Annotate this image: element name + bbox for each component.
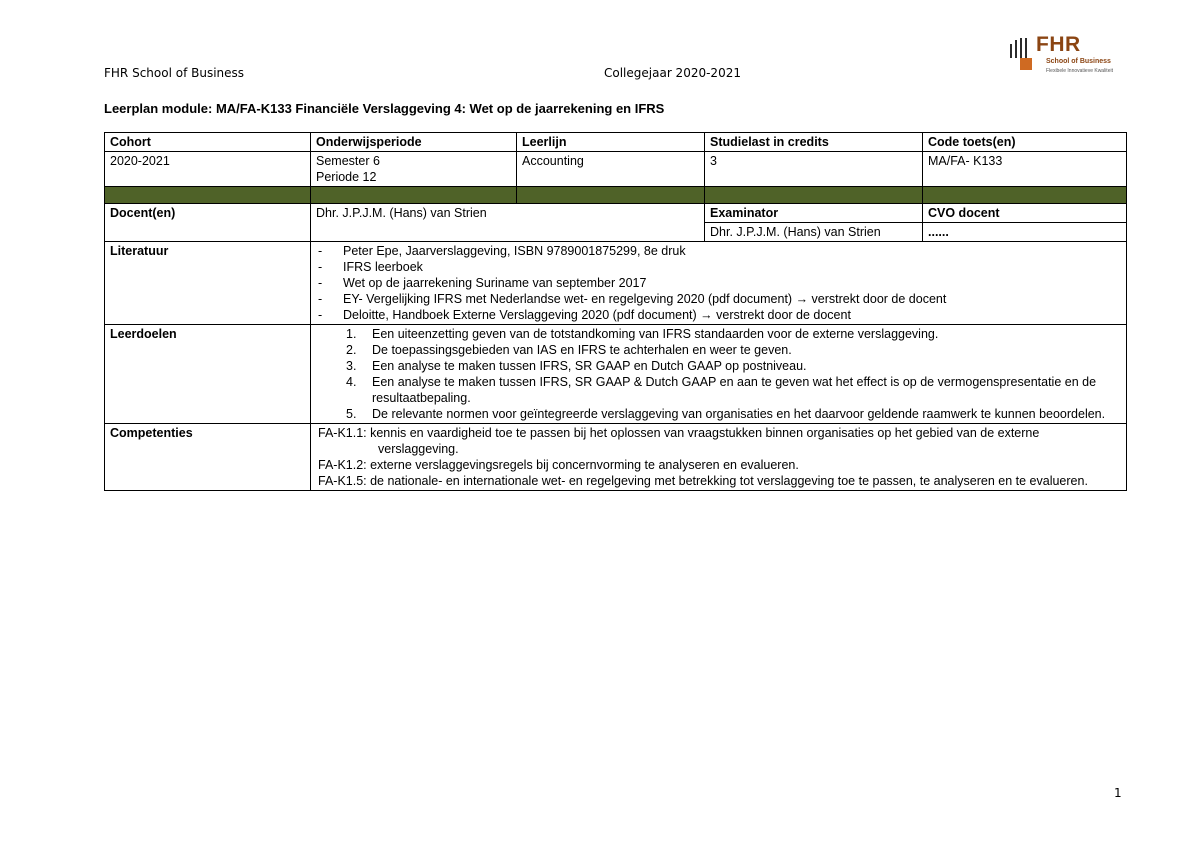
literatuur-row <box>105 242 1127 325</box>
leerdoelen-content <box>311 325 1127 424</box>
competenties-label: Competenties <box>105 424 311 491</box>
list-item: 5. De relevante normen voor geïntegreerde verslaggeving van organisaties en het daarvoor geldende raamwerk te kunnen beoordelen. <box>346 407 1106 421</box>
list-item: - IFRS leerboek <box>316 259 1121 275</box>
cvo-label: CVO docent <box>923 204 1127 223</box>
periode-value: Periode 12 <box>316 170 377 184</box>
header-academic-year: Collegejaar 2020-2021 <box>604 66 741 80</box>
list-item: FA-K1.2: externe verslaggevingsregels bij concernvorming te analyseren en evalueren. <box>318 458 799 472</box>
logo-tagline: Flexibele Innovatieve Kwaliteit <box>1046 68 1113 74</box>
literatuur-list <box>316 243 1121 323</box>
list-item: 1. Een uiteenzetting geven van de totstandkoming van IFRS standaarden voor de externe verslaggeving. <box>346 327 939 341</box>
header-school-name: FHR School of Business <box>104 66 245 80</box>
list-item: FA-K1.5: de nationale- en internationale wet- en regelgeving met betrekking tot verslaggeving toe te passen, te analyseren en te evalueren. <box>318 474 1088 488</box>
list-item: - Peter Epe, Jaarverslaggeving, ISBN 9789001875299, 8e druk <box>316 243 1121 259</box>
col-header-onderwijsperiode: Onderwijsperiode <box>311 133 517 152</box>
col-header-cohort: Cohort <box>105 133 311 152</box>
document-title: Leerplan module: MA/FA-K133 Financiële Verslaggeving 4: Wet op de jaarrekening en IFRS <box>104 101 665 116</box>
studielast-value: 3 <box>705 152 923 187</box>
onderwijsperiode-value <box>311 152 517 187</box>
col-header-studielast: Studielast in credits <box>705 133 923 152</box>
table-header-row <box>105 133 1127 152</box>
table-values-row <box>105 152 1127 187</box>
list-item: 3. Een analyse te maken tussen IFRS, SR GAAP en Dutch GAAP op postniveau. <box>346 359 807 373</box>
green-separator-row <box>105 187 1127 204</box>
list-item: - Deloitte, Handboek Externe Verslaggeving 2020 (pdf document) → verstrekt door de docent <box>316 307 1121 323</box>
semester-value: Semester 6 <box>316 154 380 168</box>
docent-value: Dhr. J.P.J.M. (Hans) van Strien <box>311 204 705 242</box>
list-item: - EY- Vergelijking IFRS met Nederlandse wet- en regelgeving 2020 (pdf document) → verstrekt door de docent <box>316 291 1121 307</box>
competenties-content <box>311 424 1127 491</box>
curriculum-table <box>104 132 1127 491</box>
list-item: 4. Een analyse te maken tussen IFRS, SR GAAP & Dutch GAAP en aan te geven wat het effect is op de vermogenspresentatie en de resultaatbepaling. <box>346 375 1097 405</box>
page-number: 1 <box>1114 786 1122 800</box>
competenties-row <box>105 424 1127 491</box>
docent-row <box>105 204 1127 223</box>
leerdoelen-row <box>105 325 1127 424</box>
docent-label: Docent(en) <box>105 204 311 242</box>
logo-subtitle: School of Business <box>1046 58 1111 65</box>
col-header-code: Code toets(en) <box>923 133 1127 152</box>
cohort-value: 2020-2021 <box>105 152 311 187</box>
examinator-value: Dhr. J.P.J.M. (Hans) van Strien <box>705 223 923 242</box>
list-item: 2. De toepassingsgebieden van IAS en IFRS te achterhalen en weer te geven. <box>346 343 792 357</box>
examinator-label: Examinator <box>705 204 923 223</box>
list-item: FA-K1.1: kennis en vaardigheid toe te passen bij het oplossen van vraagstukken binnen organisaties op het gebied van de externe verslaggeving. <box>318 426 1040 456</box>
literatuur-content <box>311 242 1127 325</box>
leerdoelen-label: Leerdoelen <box>105 325 311 424</box>
cvo-value: ...... <box>923 223 1127 242</box>
list-item: - Wet op de jaarrekening Suriname van september 2017 <box>316 275 1121 291</box>
col-header-leerlijn: Leerlijn <box>517 133 705 152</box>
code-value: MA/FA- K133 <box>923 152 1127 187</box>
logo-orange-square <box>1020 58 1032 70</box>
leerdoelen-list <box>316 326 1121 422</box>
logo-text: FHR <box>1036 33 1081 56</box>
leerlijn-value: Accounting <box>517 152 705 187</box>
fhr-logo <box>1010 33 1120 80</box>
literatuur-label: Literatuur <box>105 242 311 325</box>
